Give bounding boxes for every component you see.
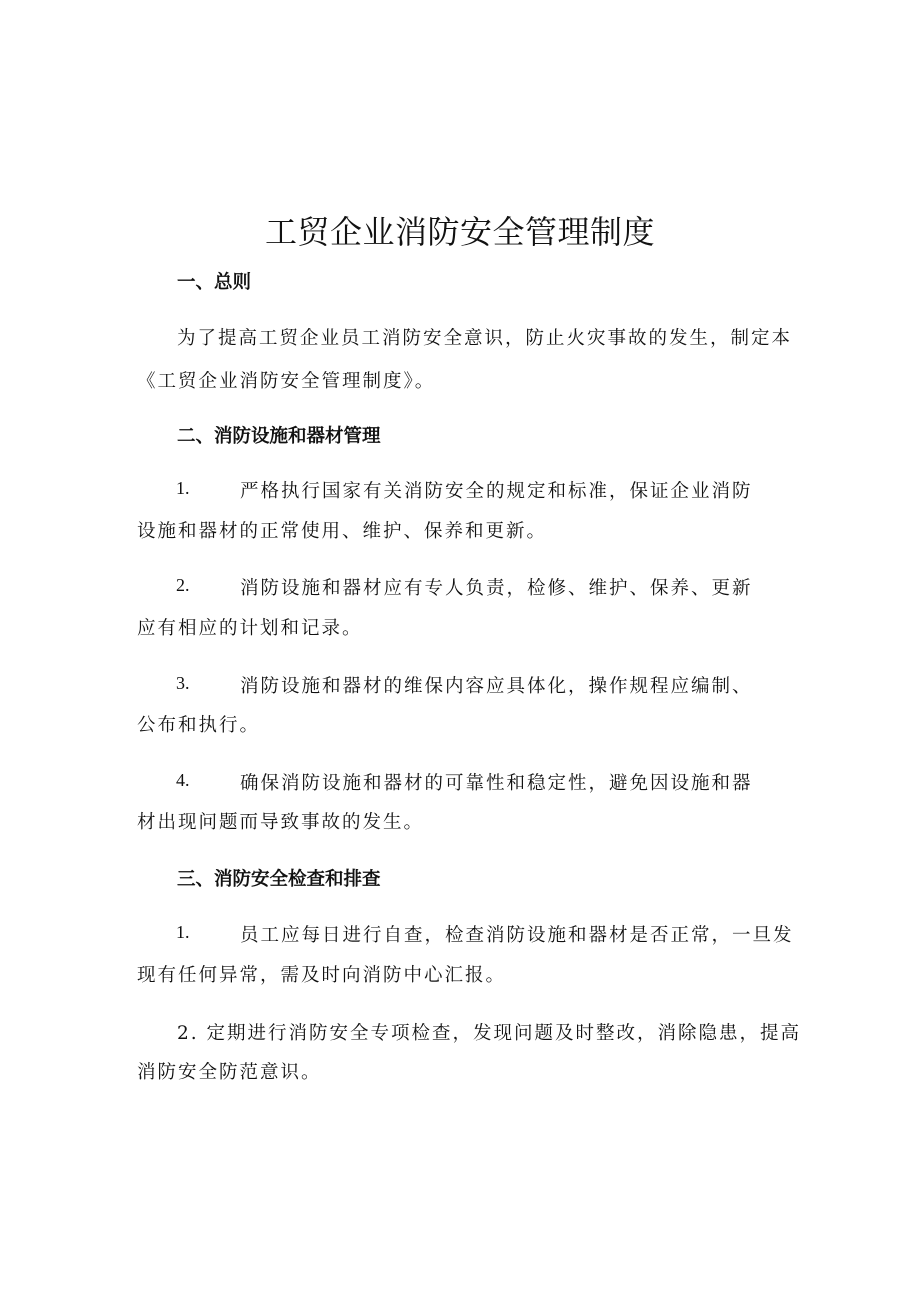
- list-item-number: 4.: [176, 770, 190, 790]
- list-item-text: 消防设施和器材应有专人负责，检修、维护、保养、更新: [240, 578, 753, 599]
- list-item-number: 1.: [176, 922, 190, 942]
- list-item-text: 员工应每日进行自查，检查消防设施和器材是否正常，一旦发: [240, 925, 794, 946]
- list-item-number: 2.: [176, 575, 190, 595]
- list-item-text: 严格执行国家有关消防安全的规定和标准，保证企业消防: [240, 481, 753, 502]
- list-item-text-continued: 现有任何异常，需及时向消防中心汇报。: [137, 965, 507, 986]
- section-heading-facilities: 二、消防设施和器材管理: [177, 426, 381, 447]
- list-item-text: 2. 定期进行消防安全专项检查，发现问题及时整改，消除隐患，提高: [177, 1023, 802, 1044]
- list-item-text: 确保消防设施和器材的可靠性和稳定性，避免因设施和器: [240, 773, 753, 794]
- document-title: 工贸企业消防安全管理制度: [264, 213, 655, 251]
- paragraph-line: 为了提高工贸企业员工消防安全意识，防止火灾事故的发生，制定本: [177, 328, 793, 349]
- list-item-number: 3.: [176, 673, 190, 693]
- list-item-text-continued: 应有相应的计划和记录。: [137, 618, 363, 639]
- paragraph-line: 《工贸企业消防安全管理制度》。: [137, 371, 436, 392]
- section-heading-general: 一、总则: [177, 272, 252, 293]
- list-item-text-continued: 设施和器材的正常使用、维护、保养和更新。: [137, 521, 548, 542]
- list-item-text-continued: 消防安全防范意识。: [137, 1062, 322, 1083]
- list-item-text-continued: 公布和执行。: [137, 715, 261, 736]
- section-heading-inspection: 三、消防安全检查和排查: [177, 869, 381, 890]
- list-item-text-continued: 材出现问题而导致事故的发生。: [137, 812, 425, 833]
- list-item-text: 消防设施和器材的维保内容应具体化，操作规程应编制、: [240, 676, 753, 697]
- list-item-number: 1.: [176, 478, 190, 498]
